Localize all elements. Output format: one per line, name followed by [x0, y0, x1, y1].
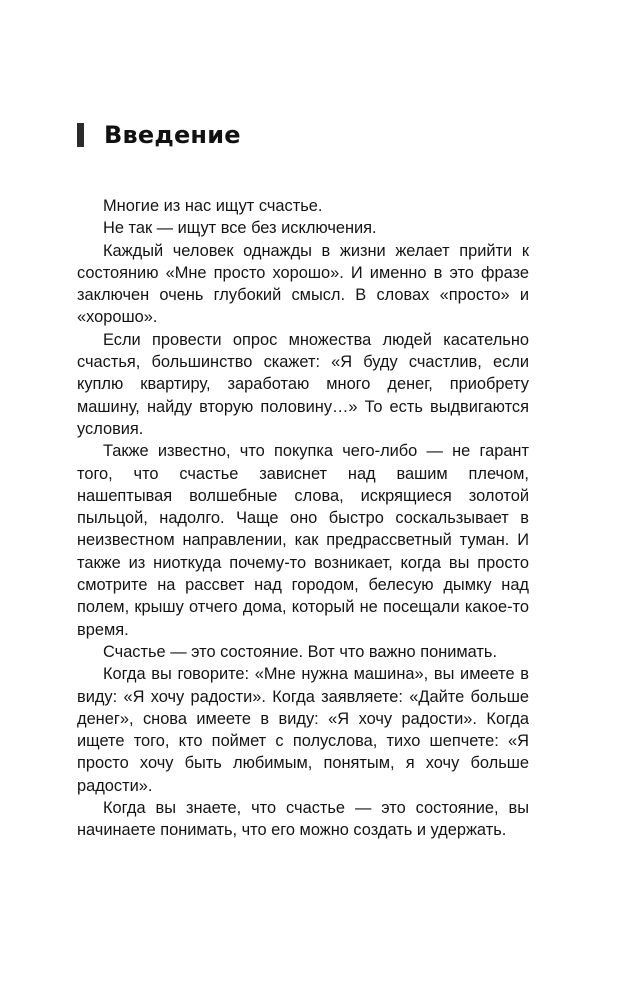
paragraph: Когда вы говорите: «Мне нужна машина», вы имеете в виду: «Я хочу радости». Когда заявляете: «Дайте больше денег», снова имеете в виду: «Я хочу радости». Когда ищете того, кто поймет с полуслова, тихо шепчете: «Я просто хочу быть любимым, понятым, я хочу больше радости». — [77, 665, 529, 795]
paragraph: Каждый человек однажды в жизни желает прийти к состоянию «Мне просто хорошо». И именно в это фразе заключен очень глубокий смысл. В словах «просто» и «хорошо». — [77, 241, 529, 327]
paragraph: Также известно, что покупка чего-либо — не гарант того, что счастье зависнет над вашим плечом, нашептывая волшебные слова, искрящиеся золотой пыльцой, надолго. Чаще оно быстро соскальзывает в неизвестном направлении, как предрассветный туман. И также из ниоткуда почему-то возникает, когда вы просто смотрите на рассвет над городом, белесую дымку над полем, крышу отчего дома, который не посещали какое-то время. — [77, 442, 529, 639]
book-page — [77, 0, 529, 1000]
chapter-title: Введение — [104, 121, 241, 149]
paragraph: Не так — ищут все без исключения. — [103, 219, 377, 238]
paragraph: Когда вы знаете, что счастье — это состояние, вы начинаете понимать, что его можно создать и удержать. — [77, 799, 529, 840]
chapter-body — [77, 195, 529, 842]
paragraph: Многие из нас ищут счастье. — [103, 197, 323, 215]
heading-marker-bar — [77, 123, 84, 147]
paragraph: Счастье — это состояние. Вот что важно понимать. — [103, 642, 498, 661]
paragraph: Если провести опрос множества людей касательно счастья, большинство скажет: «Я буду счастлив, если куплю квартиру, заработаю много денег, приобрету машину, найду вторую половину…» То есть выдвигаются условия. — [77, 330, 529, 438]
chapter-heading — [77, 121, 241, 149]
